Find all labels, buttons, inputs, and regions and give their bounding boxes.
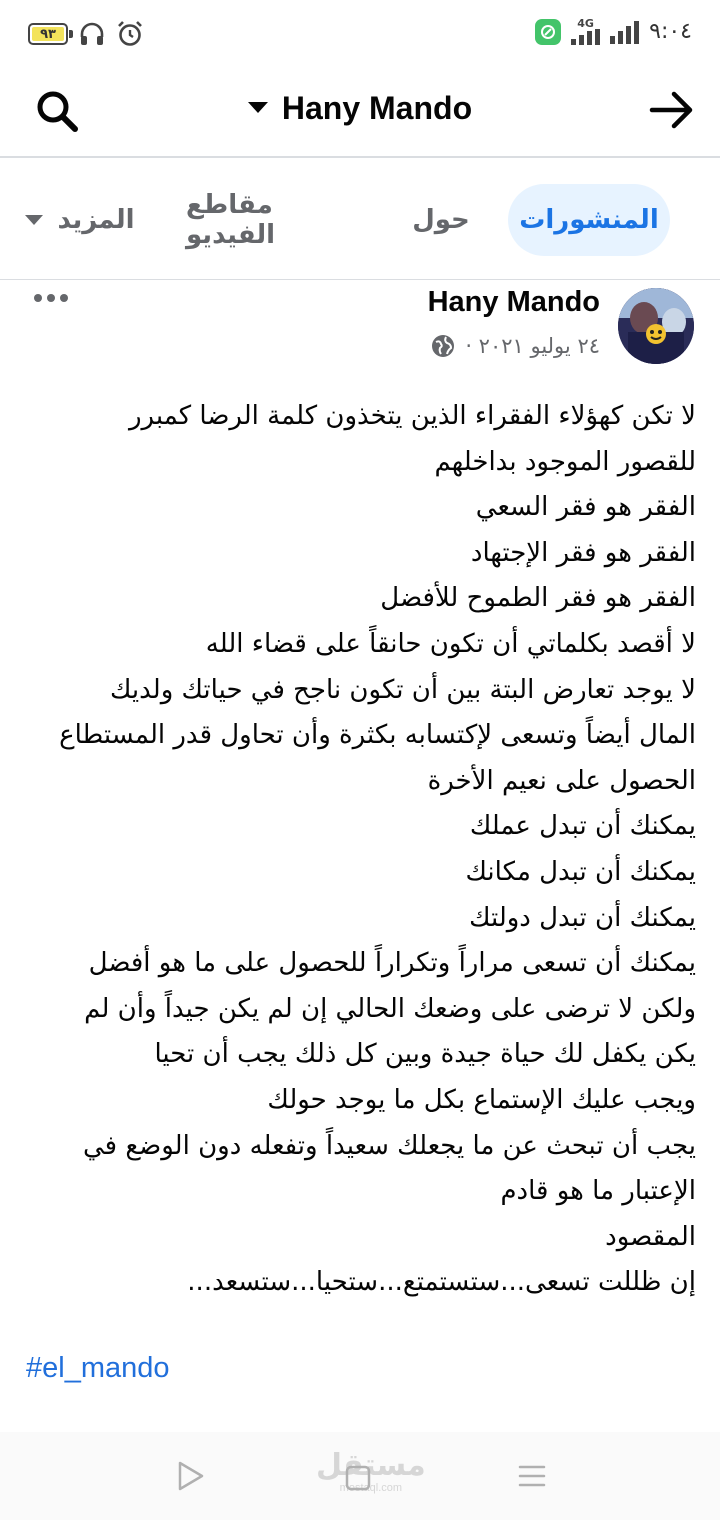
- alarm-icon: [116, 20, 144, 48]
- post-line: يمكنك أن تسعى مراراً وتكراراً للحصول على ما هو أفضل: [88, 948, 696, 979]
- status-bar-right: [535, 18, 692, 45]
- tab-more[interactable]: [14, 184, 146, 256]
- tab-about-label: حول: [412, 205, 470, 235]
- post-date[interactable]: ٢٤ يوليو ٢٠٢١ ·: [465, 334, 600, 358]
- headphones-icon: [78, 20, 106, 48]
- home-square-icon[interactable]: [342, 1462, 374, 1494]
- post-line: يجب أن تبحث عن ما يجعلك سعيداً وتفعله دون الوضع في: [82, 1130, 696, 1161]
- post-line: للقصور الموجود بداخلهم: [434, 446, 696, 477]
- app-header: [0, 70, 720, 158]
- signal-icon: [610, 20, 639, 44]
- tab-videos-label: مقاطع الفيديو: [186, 190, 276, 250]
- status-time: ٩:٠٤: [649, 19, 692, 44]
- tab-posts[interactable]: [508, 184, 670, 256]
- post-line: الفقر هو فقر الطموح للأفضل: [380, 583, 696, 614]
- post-line: لا يوجد تعارض البتة بين أن تكون ناجح في حياتك ولديك: [109, 674, 696, 705]
- tab-about[interactable]: [396, 184, 486, 256]
- caret-down-icon: [248, 102, 268, 113]
- post-line: ويجب عليك الإستماع بكل ما يوجد حولك: [267, 1084, 696, 1115]
- caret-down-icon: [25, 215, 43, 225]
- wifi-data-icon: [571, 18, 600, 45]
- post-text: [24, 394, 696, 1306]
- recents-lines-icon[interactable]: [514, 1458, 550, 1494]
- avatar[interactable]: [618, 288, 694, 364]
- post-meta: [431, 334, 600, 358]
- network-label: 4G: [577, 17, 594, 30]
- more-options-icon[interactable]: [34, 294, 68, 302]
- post-line: الفقر هو فقر الإجتهاد: [470, 537, 696, 568]
- watermark-url: mostaql.com: [339, 1482, 403, 1494]
- battery-level: ٩٣: [40, 26, 56, 42]
- tab-posts-label: المنشورات: [519, 205, 659, 235]
- post-line: الفقر هو فقر السعي: [475, 492, 696, 523]
- back-triangle-icon[interactable]: [172, 1458, 208, 1494]
- status-bar: [0, 0, 720, 70]
- post-line: المقصود: [605, 1221, 696, 1252]
- post-line: الإعتبار ما هو قادم: [500, 1176, 696, 1207]
- status-bar-left: [28, 20, 144, 48]
- globe-icon: [431, 334, 455, 358]
- post-line: يمكنك أن تبدل مكانك: [465, 856, 696, 887]
- post-line: المال أيضاً وتسعى لإكتسابه بكثرة وأن تحاول قدر المستطاع: [59, 720, 696, 751]
- post-line: يمكنك أن تبدل دولتك: [469, 902, 696, 933]
- tab-videos[interactable]: [186, 184, 362, 256]
- battery-icon: [28, 23, 68, 45]
- post-line: إن ظللت تسعى...ستستمتع...ستحيا...ستسعد...: [187, 1267, 696, 1298]
- post-line: ولكن لا ترضى على وضعك الحالي إن لم يكن جيداً وأن لم: [84, 993, 696, 1024]
- system-nav-bar: [0, 1432, 720, 1520]
- post-author[interactable]: Hany Mando: [427, 286, 600, 318]
- profile-title-dropdown[interactable]: [0, 90, 720, 127]
- hashtag-link[interactable]: #el_mando: [26, 1352, 170, 1384]
- watermark-text: مستقل: [316, 1448, 426, 1483]
- post-line: لا أقصد بكلماتي أن تكون حانقاً على قضاء الله: [205, 628, 696, 659]
- post-line: الحصول على نعيم الأخرة: [427, 765, 696, 796]
- post-line: يمكنك أن تبدل عملك: [469, 811, 696, 842]
- profile-title: Hany Mando: [281, 90, 473, 126]
- app-notification-icon: [535, 19, 561, 45]
- profile-tabs: [0, 160, 720, 280]
- post-line: لا تكن كهؤلاء الفقراء الذين يتخذون كلمة الرضا كمبرر: [128, 401, 696, 431]
- post-line: يكن يكفل لك حياة جيدة وبين كل ذلك يجب أن تحيا: [154, 1039, 696, 1070]
- forward-arrow-icon[interactable]: [648, 86, 696, 134]
- tab-more-label: المزيد: [57, 205, 135, 235]
